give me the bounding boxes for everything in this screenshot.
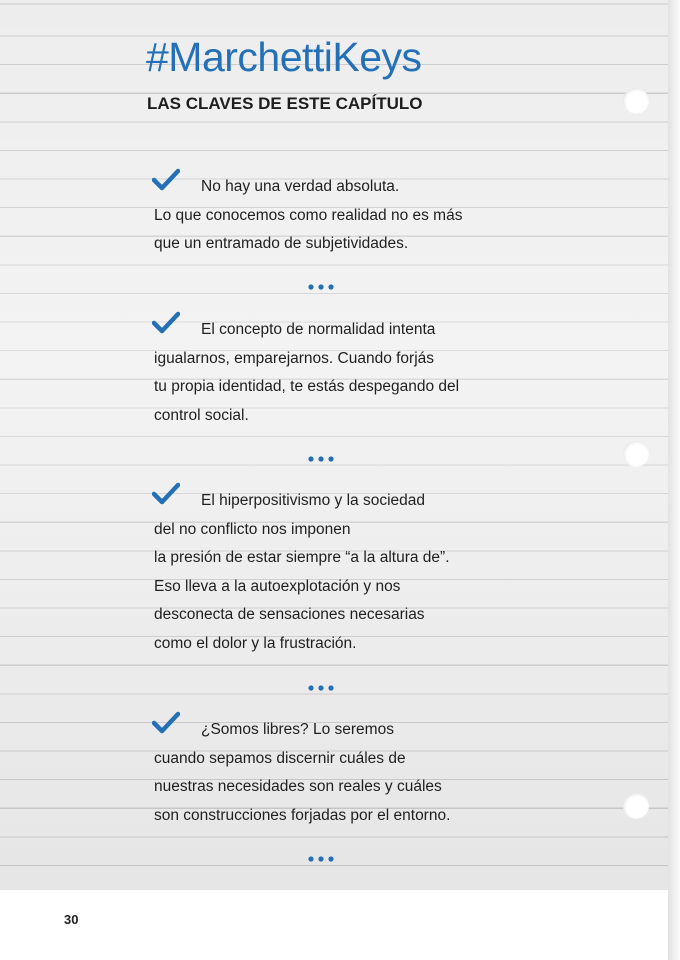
key-line: Lo que conocemos como realidad no es más: [154, 206, 463, 224]
key-line: como el dolor y la frustración.: [154, 634, 357, 652]
key-line: nuestras necesidades son reales y cuáles: [154, 778, 442, 796]
key-line: El hiperpositivismo y la sociedad: [201, 492, 425, 509]
key-line: cuando sepamos discernir cuáles de: [154, 749, 406, 767]
key-item: [154, 316, 514, 430]
page-number: 30: [64, 912, 79, 927]
key-line: El concepto de normalidad intenta: [201, 321, 436, 338]
binder-hole: [623, 88, 649, 114]
ellipsis-icon: [307, 283, 335, 291]
ellipsis-icon: [307, 684, 335, 692]
key-line: la presión de estar siempre “a la altura de”.: [154, 549, 450, 567]
section-subtitle: LAS CLAVES DE ESTE CAPÍTULO: [147, 94, 423, 113]
key-item: [154, 173, 514, 259]
ellipsis-icon: [307, 455, 335, 463]
key-item: [154, 716, 514, 830]
key-line: son construcciones forjadas por el entorno.: [154, 806, 451, 824]
ellipsis-icon: [307, 855, 335, 863]
key-line: control social.: [154, 406, 249, 424]
key-line: del no conflicto nos imponen: [154, 520, 351, 538]
key-line: ¿Somos libres? Lo seremos: [201, 721, 394, 738]
key-line: desconecta de sensaciones necesarias: [154, 606, 425, 624]
key-line: igualarnos, emparejarnos. Cuando forjás: [154, 349, 435, 367]
key-item: [154, 487, 514, 659]
key-line: que un entramado de subjetividades.: [154, 235, 409, 253]
key-line: Eso lleva a la autoexplotación y nos: [154, 577, 401, 595]
binder-hole: [623, 441, 649, 467]
page-edge-strip: [668, 0, 680, 960]
key-line: tu propia identidad, te estás despegando del: [154, 378, 460, 396]
binder-hole: [623, 793, 649, 819]
page-margin: [0, 890, 680, 960]
page-title: #MarchettiKeys: [146, 34, 422, 80]
key-line: No hay una verdad absoluta.: [201, 178, 400, 195]
